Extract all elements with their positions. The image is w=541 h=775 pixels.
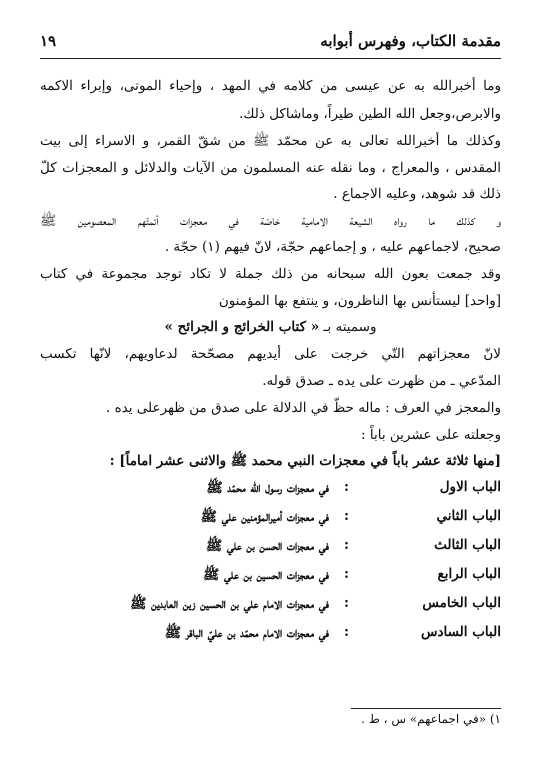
page-number: ١٩ xyxy=(40,32,57,50)
paragraph-line: ذلك قد شوهد، وعليه الاجماع . xyxy=(333,186,501,202)
paragraph-line: وما أخبرالله به عن عيسى من كلامه في المهد ، وإحياء الموتى، وإبراء الاكمه xyxy=(40,78,501,94)
chapter-colon: : xyxy=(344,595,349,611)
paragraph-line: لانّ معجزاتهم التّي خرجت على أيديهم مصحّحة لدعاويهم، لانّها تكسب xyxy=(40,346,501,362)
chapter-row xyxy=(40,566,501,588)
chapter-title: في معجزات الامام علي بن الحسين زين العابدين ﷺ xyxy=(130,596,329,612)
chapter-row xyxy=(40,595,501,617)
chapter-row xyxy=(40,508,501,530)
chapter-label: الباب الاول xyxy=(439,479,501,495)
chapter-title: في معجزات رسول الله محمّد ﷺ xyxy=(206,480,329,496)
book-title-prefix: وسميته بـ xyxy=(323,319,377,335)
chapter-title: في معجزات أميرالمؤمنين علي ﷺ xyxy=(200,509,329,525)
header-divider xyxy=(40,58,501,59)
paragraph-line: وكذلك ما أخبرالله تعالى به عن محمّد ﷺ من شقّ القمر، و الاسراء إلى بيت xyxy=(40,133,501,149)
book-title: « كتاب الخرائج و الجرائح » xyxy=(164,319,320,335)
chapter-row xyxy=(40,624,501,646)
chapter-colon: : xyxy=(344,566,349,582)
paragraph-line: وقد جمعت بعون الله سبحانه من ذلك جملة لا تكاد توجد مجموعة في كتاب xyxy=(40,266,501,282)
paragraph-line: والمعجز في العرف : ماله حظّ في الدلالة على صدق من ظهرعلى يده . xyxy=(106,400,501,416)
chapter-colon: : xyxy=(344,537,349,553)
chapter-label: الباب الثالث xyxy=(434,537,501,553)
chapter-title: في معجزات الامام محمّد بن عليّ الباقر ﷺ xyxy=(164,625,329,641)
chapter-label: الباب الرابع xyxy=(437,566,501,582)
paragraph-line: صحيح، لاجماعهم عليه ، و إجماعهم حجّة، لانّ فيهم (١) حجّة . xyxy=(164,239,501,255)
footnote: ١) «في اجماعهم» س ، ط . xyxy=(361,712,501,726)
chapter-row xyxy=(40,537,501,559)
paragraph-line: [واحد] ليستأنس بها الناظرون، و ينتفع بها المؤمنون xyxy=(218,293,501,309)
chapter-colon: : xyxy=(344,479,349,495)
running-title: مقدمة الكتاب، وفهرس أبوابه xyxy=(320,32,501,50)
chapters-heading: [منها ثلاثة عشر باباً في معجزات النبي محمد ﷺ والاثنى عشر اماماً] : xyxy=(109,453,501,469)
paragraph-line: المدّعي ـ من ظهرت على يده ـ صدق قوله. xyxy=(262,373,501,389)
footnote-divider xyxy=(351,708,501,709)
page-header xyxy=(40,32,501,56)
chapter-label: الباب الثاني xyxy=(436,508,501,524)
paragraph-line: وجعلته على عشرين باباً : xyxy=(361,427,501,443)
chapter-colon: : xyxy=(344,624,349,640)
chapter-title: في معجزات الحسين بن علي ﷺ xyxy=(202,567,329,583)
paragraph-line: المقدس ، والمعراج ، وما نقله عنه المسلمون من الآيات والدلائل و المعجزات كلّ xyxy=(40,160,501,176)
book-title-line xyxy=(40,317,501,337)
chapter-title: في معجزات الحسن بن علي ﷺ xyxy=(205,538,329,554)
chapter-row xyxy=(40,479,501,501)
chapter-label: الباب السادس xyxy=(421,624,501,640)
chapter-label: الباب الخامس xyxy=(422,595,501,611)
chapter-colon: : xyxy=(344,508,349,524)
paragraph-line: والابرص،وجعل الله الطين طيراً، وماشاكل ذلك. xyxy=(239,106,501,122)
paragraph-line: و كذلك ما رواه الشيعة الامامية خاصّة في معجزات أئمتّهم المعصومين ﷺ xyxy=(40,213,501,229)
